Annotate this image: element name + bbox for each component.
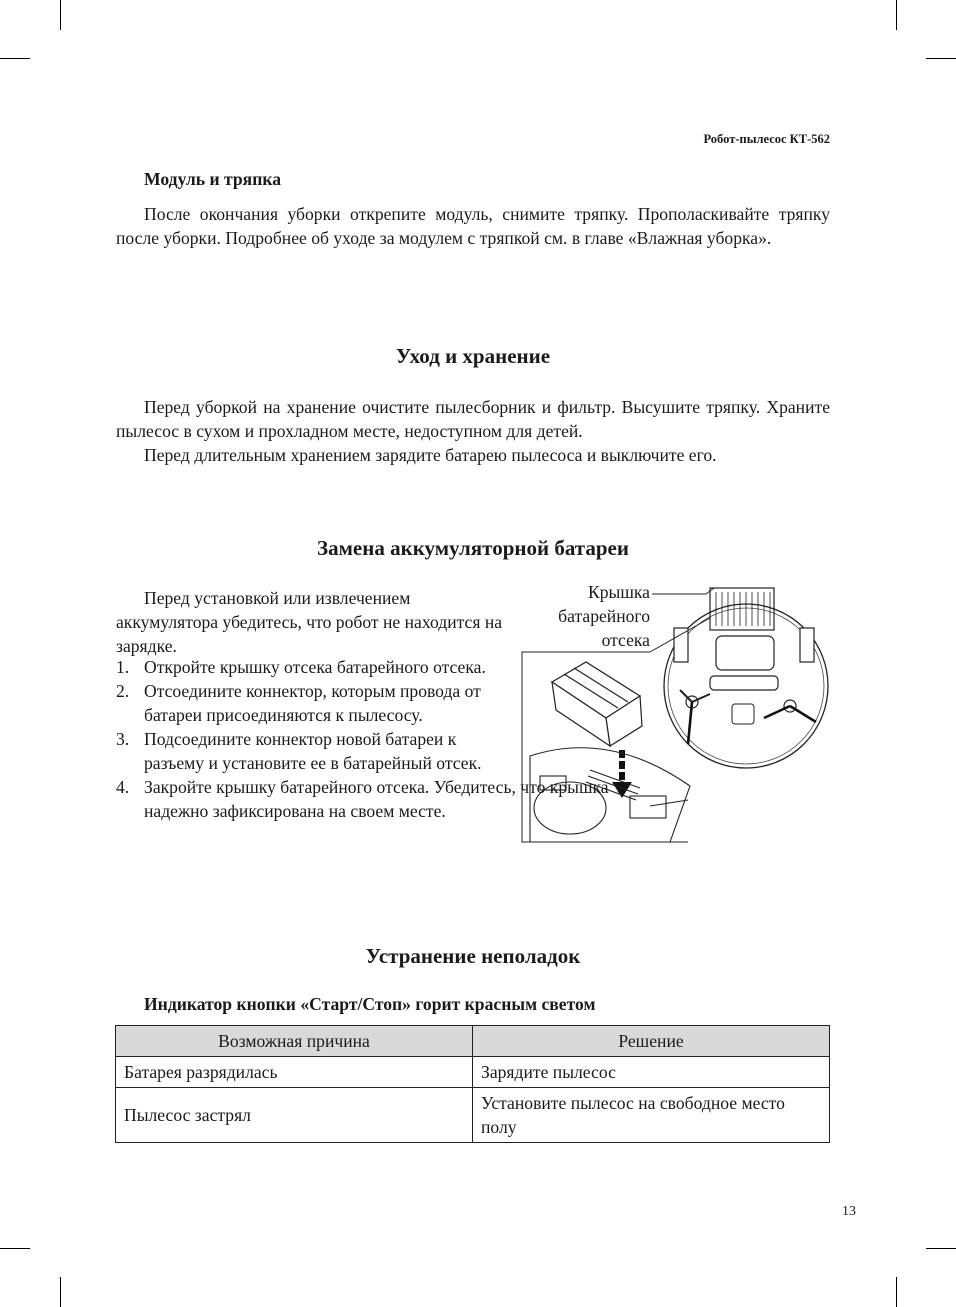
crop-mark [0, 1248, 30, 1249]
module-heading: Модуль и тряпка [144, 169, 281, 189]
battery-step [116, 775, 676, 823]
crop-mark [60, 1277, 61, 1307]
table-header-cause: Возможная причина [116, 1026, 473, 1057]
figure-label-line: батарейного [558, 606, 650, 626]
crop-mark [60, 0, 61, 30]
module-text: После окончания уборки открепите модуль, снимите тряпку. Прополаскивайте тряпку после уборки. Подробнее об уходе за модулем с тряпкой см. в главе «Влажная уборка». [116, 204, 830, 248]
crop-mark [0, 58, 30, 59]
storage-heading: Уход и хранение [395, 344, 551, 368]
storage-paragraph-2: Перед длительным хранением зарядите батарею пылесоса и выключите его. [144, 445, 717, 465]
table-cell: Батарея разрядилась [116, 1057, 473, 1088]
table-cell: Пылесос застрял [116, 1088, 473, 1143]
troubleshooting-heading: Устранение неполадок [365, 944, 581, 968]
running-header: Робот-пылесос КТ-562 [703, 132, 830, 146]
crop-mark [926, 1248, 956, 1249]
crop-mark [896, 1277, 897, 1307]
figure-label-line: отсека [601, 630, 650, 650]
figure-label-line: Крышка [588, 582, 650, 602]
step-text: Отсоедините коннектор, которым провода от батареи присоединяются к пылесосу. [144, 681, 481, 725]
step-text: Закройте крышку батарейного отсека. Убедитесь, что крышка надежно зафиксирована на своем месте. [144, 777, 609, 821]
crop-mark [926, 58, 956, 59]
table-header-solution: Решение [473, 1026, 830, 1057]
table-cell: Установите пылесос на свободное место полу [473, 1088, 830, 1143]
page-number: 13 [842, 1204, 856, 1219]
battery-steps-list [116, 655, 676, 823]
crop-mark [896, 0, 897, 30]
battery-step [116, 655, 676, 679]
battery-intro: Перед установкой или извлечением аккумулятора убедитесь, что робот не находится на зарядке. [116, 588, 503, 656]
battery-heading: Замена аккумуляторной батареи [317, 536, 629, 560]
table-row [116, 1057, 830, 1088]
battery-step [116, 679, 676, 727]
battery-step [116, 727, 676, 775]
robot-underside-drawing [664, 588, 828, 768]
troubleshooting-table [115, 1025, 830, 1143]
step-text: Откройте крышку отсека батарейного отсека. [144, 657, 486, 677]
troubleshooting-subheading: Индикатор кнопки «Старт/Стоп» горит красным светом [144, 994, 596, 1014]
storage-paragraph-1: Перед уборкой на хранение очистите пылесборник и фильтр. Высушите тряпку. Храните пылесос в сухом и прохладном месте, недоступном для детей. [116, 397, 830, 441]
step-number: 2. [116, 681, 130, 701]
table-header-row [116, 1026, 830, 1057]
step-number: 3. [116, 729, 130, 749]
step-number: 1. [116, 657, 130, 677]
step-number: 4. [116, 777, 130, 797]
table-row [116, 1088, 830, 1143]
table-cell: Зарядите пылесос [473, 1057, 830, 1088]
step-text: Подсоедините коннектор новой батареи к разъему и установите ее в батарейный отсек. [144, 729, 482, 773]
